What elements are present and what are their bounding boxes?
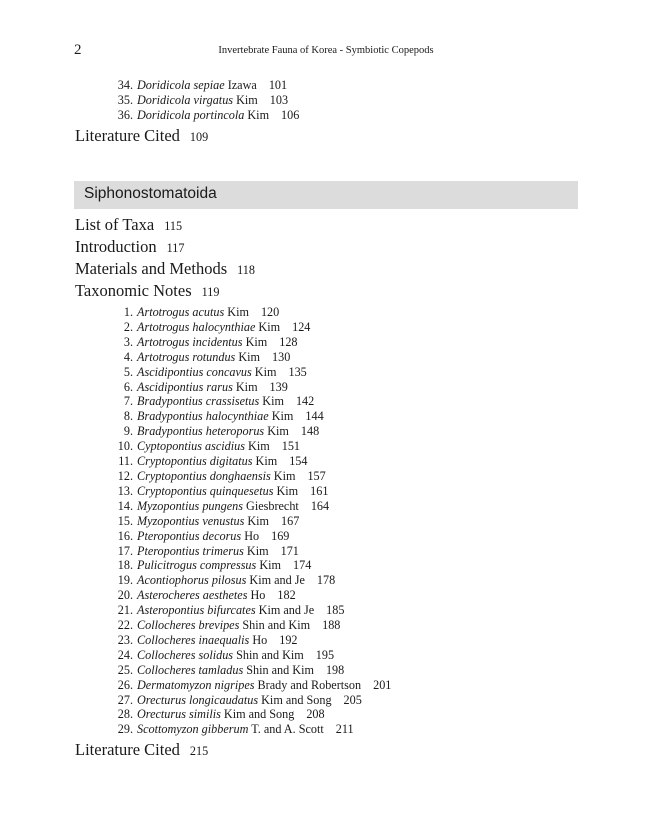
taxa-list <box>108 305 391 737</box>
toc-entry-35[interactable]: 35. Doridicola virgatus Kim 103 <box>117 92 289 107</box>
toc-taxon-entry[interactable]: 2. Artotrogus halocynthiae Kim 124 <box>123 319 311 334</box>
toc-materials-and-methods[interactable]: Materials and Methods 118 <box>75 259 255 278</box>
pre-entry-list <box>113 78 299 123</box>
toc-taxon-entry[interactable]: 14. Myzopontius pungens Giesbrecht 164 <box>117 498 330 513</box>
toc-taxon-entry[interactable]: 20. Asterocheres aesthetes Ho 182 <box>117 588 296 603</box>
toc-taxon-entry[interactable]: 11. Cryptopontius digitatus Kim 154 <box>118 454 308 469</box>
toc-taxon-entry[interactable]: 27. Orecturus longicaudatus Kim and Song 205 <box>117 692 362 707</box>
toc-taxon-entry[interactable]: 5. Ascidipontius concavus Kim 135 <box>123 364 307 379</box>
toc-taxon-entry[interactable]: 25. Collocheres tamladus Shin and Kim 198 <box>117 662 345 677</box>
toc-taxon-entry[interactable]: 10. Cyptopontius ascidius Kim 151 <box>117 439 300 454</box>
toc-taxon-entry[interactable]: 15. Myzopontius venustus Kim 167 <box>117 513 300 528</box>
toc-taxon-entry[interactable]: 24. Collocheres solidus Shin and Kim 195 <box>117 647 335 662</box>
toc-taxon-entry[interactable]: 9. Bradypontius heteroporus Kim 148 <box>123 424 320 439</box>
toc-taxon-entry[interactable]: 4. Artotrogus rotundus Kim 130 <box>123 349 291 364</box>
section-title: Siphonostomatoida <box>84 185 217 202</box>
toc-taxon-entry[interactable]: 17. Pteropontius trimerus Kim 171 <box>117 543 299 558</box>
toc-taxon-entry[interactable]: 1. Artotrogus acutus Kim 120 <box>123 305 280 319</box>
toc-literature-cited-2[interactable]: Literature Cited 215 <box>75 740 209 759</box>
toc-taxon-entry[interactable]: 26. Dermatomyzon nigripes Brady and Robertson 201 <box>117 677 392 692</box>
toc-literature-cited-1[interactable]: Literature Cited 109 <box>75 126 209 145</box>
toc-entry-36[interactable]: 36. Doridicola portincola Kim 106 <box>117 107 300 122</box>
toc-taxon-entry[interactable]: 23. Collocheres inaequalis Ho 192 <box>117 632 298 647</box>
toc-taxon-entry[interactable]: 22. Collocheres brevipes Shin and Kim 188 <box>117 618 341 633</box>
toc-taxon-entry[interactable]: 6. Ascidipontius rarus Kim 139 <box>123 379 288 394</box>
toc-taxon-entry[interactable]: 28. Orecturus similis Kim and Song 208 <box>117 707 325 722</box>
toc-taxon-entry[interactable]: 29. Scottomyzon gibberum T. and A. Scott 211 <box>117 722 354 737</box>
toc-taxon-entry[interactable]: 19. Acontiophorus pilosus Kim and Je 178 <box>117 573 336 588</box>
running-header: Invertebrate Fauna of Korea - Symbiotic Copepods <box>218 45 434 56</box>
toc-list-of-taxa[interactable]: List of Taxa 115 <box>75 215 183 234</box>
toc-taxon-entry[interactable]: 18. Pulicitrogus compressus Kim 174 <box>117 558 312 573</box>
toc-taxon-entry[interactable]: 13. Cryptopontius quinquesetus Kim 161 <box>117 483 329 498</box>
toc-taxon-entry[interactable]: 7. Bradypontius crassisetus Kim 142 <box>123 394 315 409</box>
toc-taxonomic-notes[interactable]: Taxonomic Notes 119 <box>75 281 220 300</box>
toc-taxon-entry[interactable]: 12. Cryptopontius donghaensis Kim 157 <box>117 468 326 483</box>
toc-taxon-entry[interactable]: 8. Bradypontius halocynthiae Kim 144 <box>123 409 324 424</box>
page-number: 2 <box>74 42 82 58</box>
toc-introduction[interactable]: Introduction 117 <box>75 237 185 256</box>
toc-taxon-entry[interactable]: 16. Pteropontius decorus Ho 169 <box>117 528 290 543</box>
toc-taxon-entry[interactable]: 21. Asteropontius bifurcates Kim and Je 185 <box>117 603 345 618</box>
section-header <box>74 181 578 209</box>
toc-taxon-entry[interactable]: 3. Artotrogus incidentus Kim 128 <box>123 334 298 349</box>
toc-entry-34[interactable]: 34. Doridicola sepiae Izawa 101 <box>117 78 288 92</box>
